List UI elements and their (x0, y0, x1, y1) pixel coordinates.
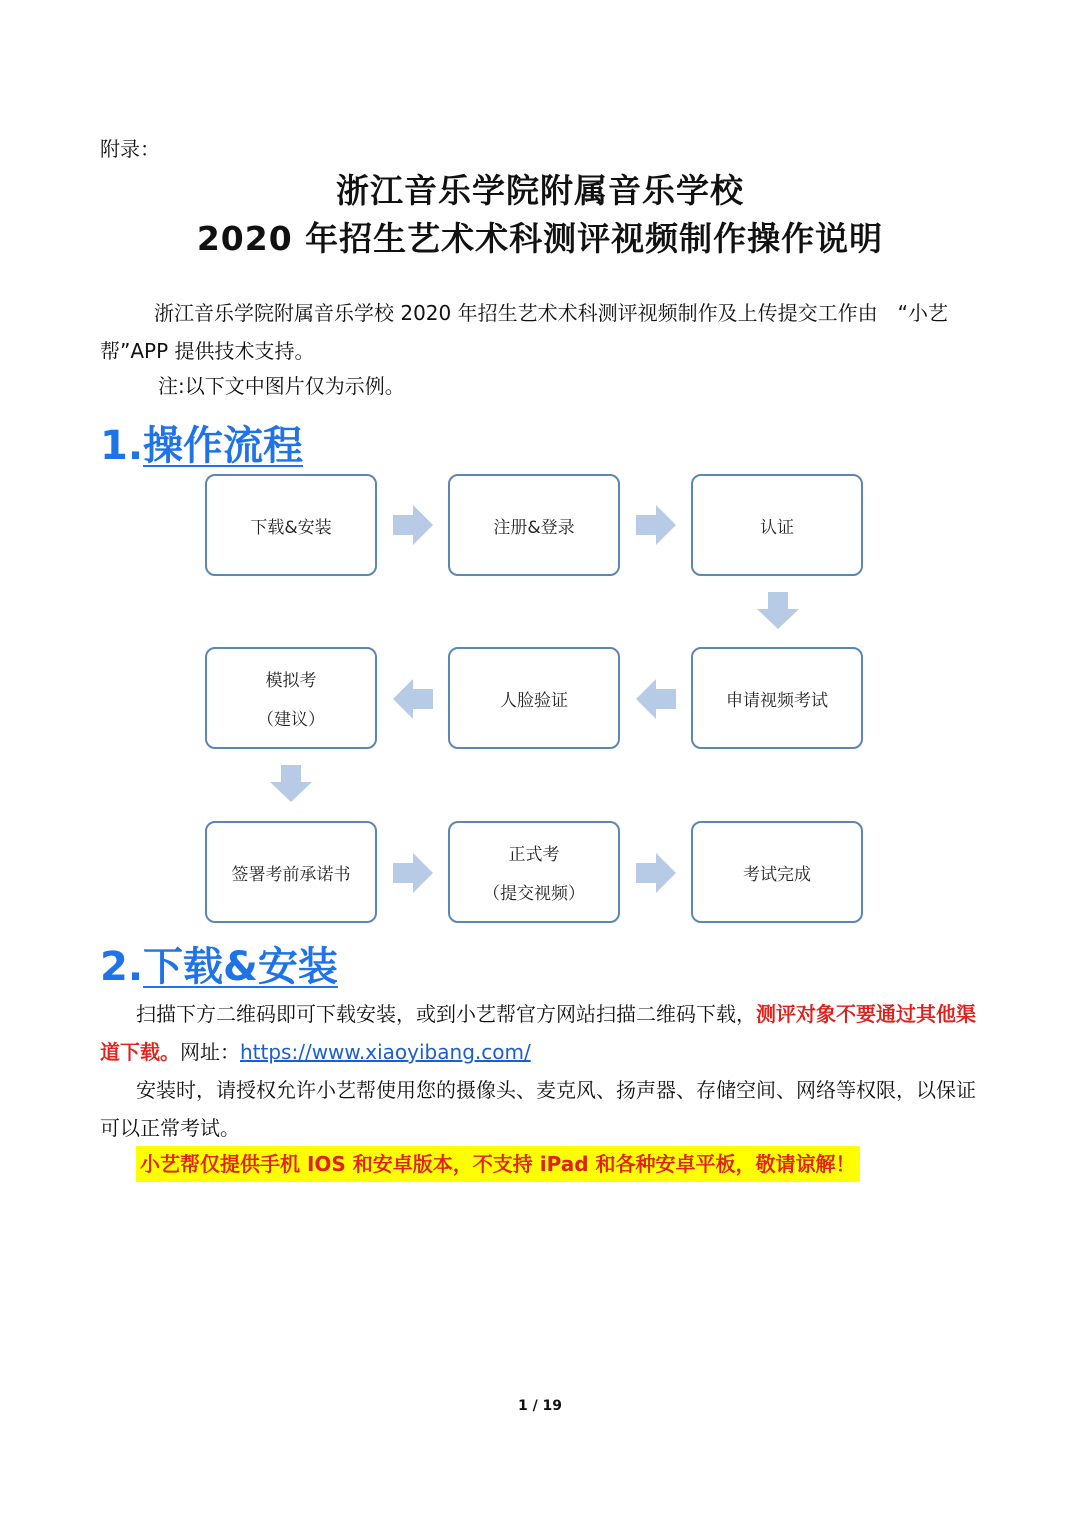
flow-step-label: 考试完成 (743, 864, 811, 885)
flow-step-mock (205, 647, 377, 749)
flow-step-formal (448, 821, 620, 923)
note-text: 注:以下文中图片仅为示例。 (158, 374, 405, 398)
section-number: 1. (100, 423, 144, 469)
flow-step-face (448, 647, 620, 749)
flow-step-register (448, 474, 620, 576)
flow-step-label: 模拟考 (265, 671, 317, 691)
flow-step-label: 正式考 (508, 845, 560, 865)
document-title-line2: 2020 年招生艺术术科测评视频制作操作说明 (196, 219, 884, 258)
flow-step-pledge (205, 821, 377, 923)
arrow-right-icon (636, 853, 676, 893)
section-number: 2. (100, 944, 144, 990)
page-number: 1 / 19 (517, 1398, 563, 1414)
flow-step-label: 签署考前承诺书 (231, 864, 351, 885)
install-paragraph: 安装时，请授权允许小艺帮使用您的摄像头、麦克风、扬声器、存储空间、网络等权限，以保证可以正常考试。 (100, 1078, 976, 1140)
flow-step-label: 认证 (760, 517, 794, 538)
download-text: 扫描下方二维码即可下载安装，或到小艺帮官方网站扫描二维码下载， (136, 1002, 756, 1026)
arrow-left-icon (393, 679, 433, 719)
arrow-right-icon (636, 505, 676, 545)
arrow-down-icon (757, 592, 799, 629)
section-title: 操作流程 (143, 423, 304, 469)
section-heading-download (100, 935, 338, 992)
download-warning: 测评对象不要通过其他渠道下载。 (100, 1002, 976, 1064)
arrow-right-icon (393, 853, 433, 893)
flow-step-apply (691, 647, 863, 749)
device-warning: 小艺帮仅提供手机 IOS 和安卓版本，不支持 iPad 和各种安卓平板，敬请谅解！ (136, 1146, 860, 1182)
flow-step-label: 注册&登录 (493, 517, 575, 538)
arrow-left-icon (636, 679, 676, 719)
document-title-line1: 浙江音乐学院附属音乐学校 (336, 171, 744, 210)
arrow-right-icon (393, 505, 433, 545)
flow-step-label: 下载&安装 (250, 517, 332, 538)
appendix-label: 附录： (100, 137, 160, 161)
download-paragraph (100, 995, 990, 1071)
intro-main: 浙江音乐学院附属音乐学校 2020 年招生艺术术科测评视频制作及上传提交工作由 (154, 301, 878, 325)
intro-quote: “小艺帮”APP 提供技术支持。 (100, 301, 948, 363)
flow-step-done (691, 821, 863, 923)
section-title: 下载&安装 (143, 944, 338, 990)
flow-step-label: 申请视频考试 (726, 690, 828, 711)
flow-step-label: 人脸验证 (500, 690, 568, 711)
flow-step-sublabel: （提交视频） (483, 884, 585, 904)
website-link[interactable]: https://www.xiaoyibang.com/ (240, 1040, 531, 1064)
flow-step-sublabel: （建议） (257, 710, 325, 730)
flow-step-download (205, 474, 377, 576)
arrow-down-icon (270, 765, 312, 802)
url-label: 网址： (180, 1040, 240, 1064)
flow-step-verify (691, 474, 863, 576)
